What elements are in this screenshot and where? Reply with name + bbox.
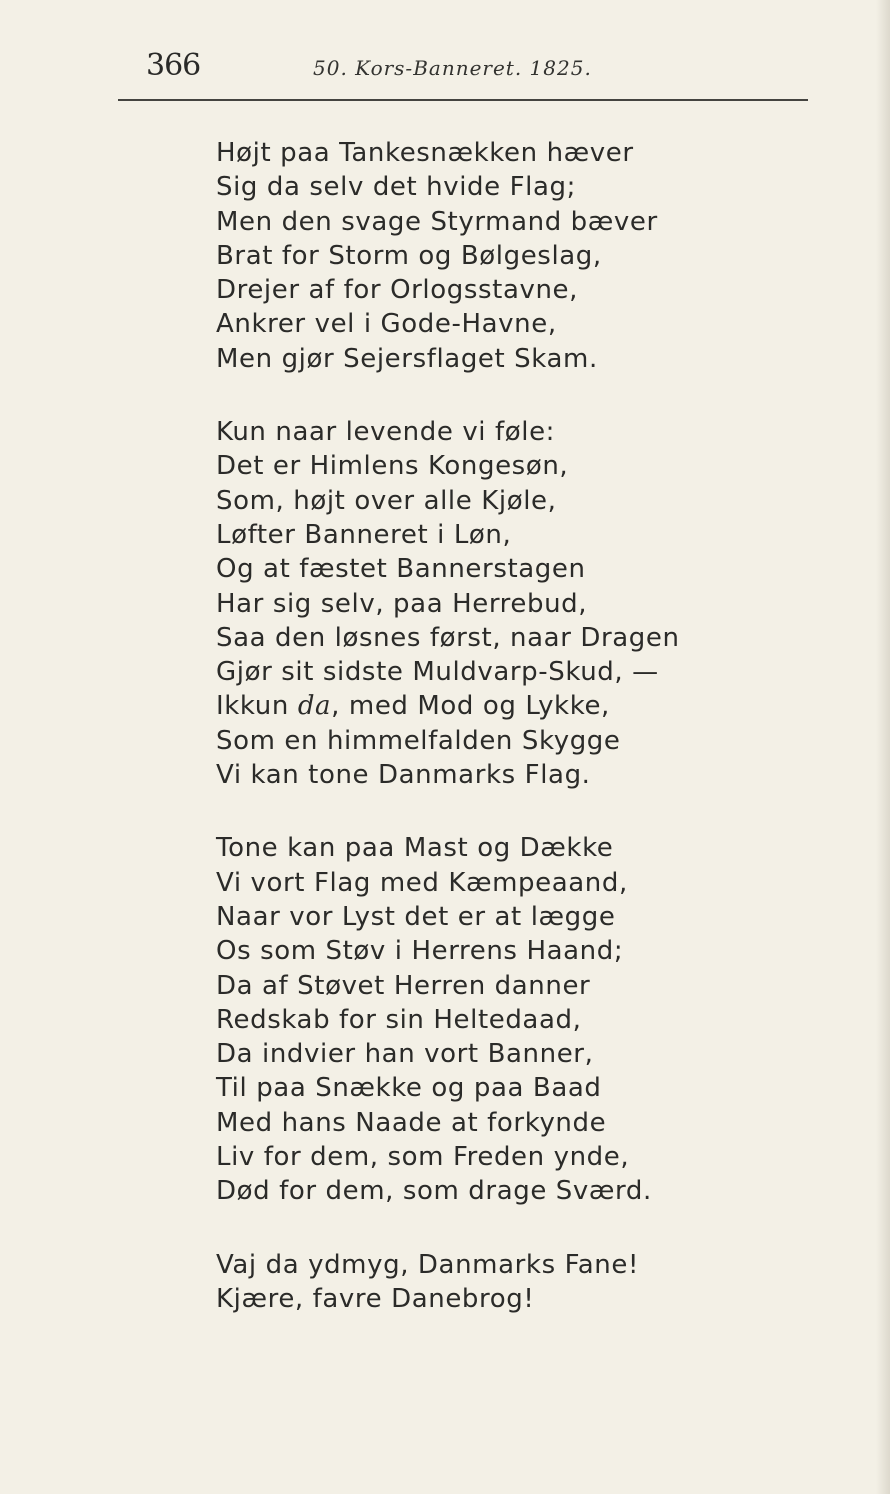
- poem-text: Drejer af for Orlogsstavne,: [216, 275, 579, 306]
- poem-line: [216, 1037, 816, 1071]
- poem-text: Og at fæstet Bannerstagen: [216, 554, 586, 585]
- poem-line: [216, 621, 816, 655]
- poem-text: Som, højt over alle Kjøle,: [216, 485, 557, 516]
- poem-text: Har sig selv, paa Herrebud,: [216, 588, 588, 619]
- poem-text: Men den svage Styrmand bæver: [216, 206, 658, 237]
- poem-line: [216, 900, 816, 934]
- poem: [216, 136, 816, 1355]
- poem-line: [216, 758, 816, 792]
- poem-text: Højt paa Tankesnækken hæver: [216, 138, 634, 168]
- poem-line: [216, 689, 816, 723]
- poem-line: [216, 866, 816, 900]
- stanza: [216, 136, 816, 376]
- poem-line: [216, 1248, 816, 1282]
- poem-text: Vi kan tone Danmarks Flag.: [216, 760, 591, 791]
- poem-text: Til paa Snække og paa Baad: [216, 1073, 602, 1104]
- running-head: 50. Kors-Banneret. 1825.: [313, 56, 592, 80]
- poem-text: Men gjør Sejersflaget Skam.: [216, 343, 598, 374]
- poem-text: Vi vort Flag med Kæmpeaand,: [216, 867, 628, 898]
- poem-text: Da indvier han vort Banner,: [216, 1039, 594, 1070]
- poem-line: [216, 239, 816, 273]
- poem-text: Redskab for sin Heltedaad,: [216, 1004, 582, 1035]
- poem-text: , med Mod og Lykke,: [331, 691, 610, 722]
- poem-text: Saa den løsnes først, naar Dragen: [216, 622, 680, 653]
- poem-text: Vaj da ydmyg, Danmarks Fane!: [216, 1249, 639, 1280]
- poem-line: [216, 415, 816, 449]
- poem-text: Ikkun: [216, 691, 298, 722]
- poem-line: [216, 136, 816, 170]
- poem-text: Liv for dem, som Freden ynde,: [216, 1142, 630, 1173]
- poem-line: [216, 449, 816, 483]
- poem-text: Som en himmelfalden Skygge: [216, 725, 621, 756]
- poem-text: Kjære, favre Danebrog!: [216, 1283, 535, 1314]
- poem-text: Sig da selv det hvide Flag;: [216, 172, 577, 203]
- poem-line: [216, 831, 816, 865]
- poem-text: Tone kan paa Mast og Dække: [216, 833, 614, 864]
- poem-line: [216, 1071, 816, 1105]
- poem-text: Brat for Storm og Bølgeslag,: [216, 240, 602, 271]
- poem-text: Kun naar levende vi føle:: [216, 417, 556, 448]
- stanza: [216, 1248, 816, 1317]
- poem-line: [216, 1003, 816, 1037]
- poem-line: [216, 484, 816, 518]
- poem-text: Løfter Banneret i Løn,: [216, 519, 512, 550]
- poem-line: [216, 342, 816, 376]
- poem-text: Ankrer vel i Gode-Havne,: [216, 309, 557, 340]
- poem-text: Da af Støvet Herren danner: [216, 970, 591, 1001]
- poem-line: [216, 1282, 816, 1316]
- poem-line: [216, 587, 816, 621]
- poem-text: Det er Himlens Kongesøn,: [216, 451, 569, 482]
- page-edge-shadow: [876, 0, 890, 1494]
- poem-line: [216, 205, 816, 239]
- poem-line: [216, 1140, 816, 1174]
- poem-line: [216, 273, 816, 307]
- stanza: [216, 831, 816, 1208]
- poem-text: Naar vor Lyst det er at lægge: [216, 901, 616, 932]
- page-number: 366: [146, 48, 201, 83]
- poem-line: [216, 655, 816, 689]
- poem-line: [216, 552, 816, 586]
- poem-text: da: [297, 691, 332, 722]
- poem-line: [216, 170, 816, 204]
- stanza: [216, 415, 816, 792]
- poem-line: [216, 934, 816, 968]
- poem-text: Os som Støv i Herrens Haand;: [216, 936, 624, 967]
- poem-text: Med hans Naade at forkynde: [216, 1107, 607, 1138]
- poem-line: [216, 1106, 816, 1140]
- poem-line: [216, 969, 816, 1003]
- poem-line: [216, 307, 816, 341]
- poem-text: Død for dem, som drage Sværd.: [216, 1176, 652, 1207]
- poem-line: [216, 1174, 816, 1208]
- page-header: [146, 48, 706, 88]
- poem-line: [216, 724, 816, 758]
- poem-text: Gjør sit sidste Muldvarp-Skud, —: [216, 657, 659, 688]
- header-rule: [118, 99, 808, 101]
- poem-line: [216, 518, 816, 552]
